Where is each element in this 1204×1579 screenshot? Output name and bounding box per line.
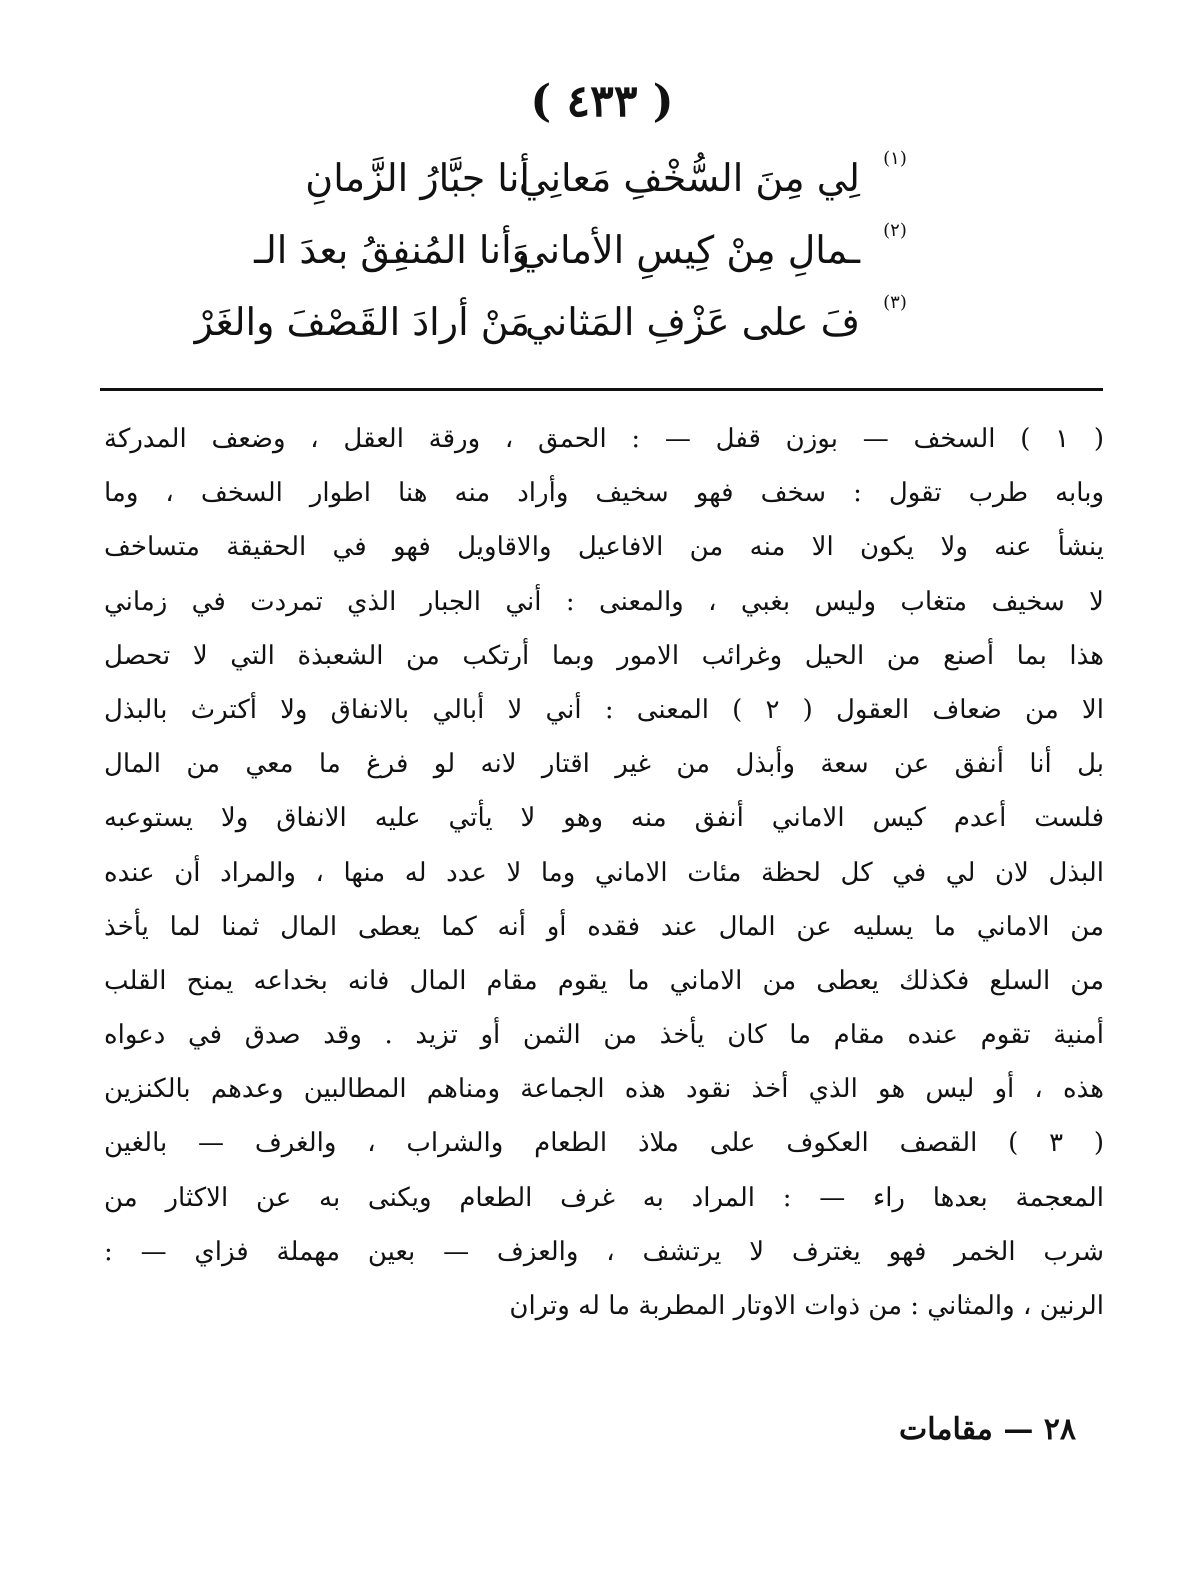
footnote-line: وبابه طرب تقول : سخف فهو سخيف وأراد منه هنا اطوار السخف ، وما	[104, 478, 1104, 509]
verse-second-hemistich: ـمالِ مِنْ كِيسِ الأماني	[517, 228, 860, 272]
verse-first-hemistich: وَأنا المُنفِقُ بعدَ الـ	[254, 228, 530, 272]
verse-second-hemistich: فَ على عَزْفِ المَثاني	[525, 300, 860, 344]
verse-second-hemistich: لِي مِنَ السُّخْفِ مَعانِي	[518, 156, 860, 200]
footnote-line: بل أنا أنفق عن سعة وأبذل من غير اقتار لانه لو فرغ ما معي من المال	[104, 749, 1104, 780]
footnote-line: ( ٣ ) القصف العكوف على ملاذ الطعام والشراب ، والغرف — بالغين	[104, 1128, 1104, 1159]
footnote-line: البذل لان لي في كل لحظة مئات الاماني وما لا عدد له منها ، والمراد أن عنده	[104, 857, 1104, 888]
signature-mark: ٢٨ — مقامات	[899, 1412, 1076, 1447]
poem-verses	[150, 142, 970, 358]
footnote-line: الرنين ، والمثاني : من ذوات الاوتار المطربة ما له وتران	[509, 1291, 1104, 1321]
footnote-line: المعجمة بعدها راء — : المراد به غرف الطعام ويكنى به عن الاكثار من	[104, 1182, 1104, 1213]
footnote-divider	[100, 388, 1103, 391]
verse-line	[150, 214, 970, 286]
footnotes	[104, 412, 1104, 1333]
footnote-line: فلست أعدم كيس الاماني أنفق منه وهو لا يأتي عليه الانفاق ولا يستوعبه	[104, 803, 1104, 834]
footnote-line: شرب الخمر فهو يغترف لا يرتشف ، والعزف — بعين مهملة فزاي — :	[104, 1236, 1104, 1267]
footnote-line: هذا بما أصنع من الحيل وغرائب الامور وبما أرتكب من الشعبذة التي لا تحصل	[104, 640, 1104, 671]
footnote-reference: (١)	[883, 148, 907, 169]
footnote-line: الا من ضعاف العقول ( ٢ ) المعنى : أني لا أبالي بالانفاق ولا أكترث بالبذل	[104, 694, 1104, 725]
footnote-line: لا سخيف متغاب وليس بغبي ، والمعنى : أني الجبار الذي تمردت في زماني	[104, 586, 1104, 617]
footnote-line: هذه ، أو ليس هو الذي أخذ نقود هذه الجماعة ومناهم المطالبين وعدهم بالكنزين	[104, 1074, 1104, 1105]
verse-first-hemistich: مَنْ أرادَ القَصْفَ والغَرْ	[194, 300, 530, 344]
footnote-line: من الاماني ما يسليه عن المال عند فقده أو أنه كما يعطى المال ثمنا لما يأخذ	[104, 911, 1104, 942]
footnote-reference: (٣)	[883, 292, 907, 313]
footnote-line: من السلع فكذلك يعطى من الاماني ما يقوم مقام المال فانه بخداعه يمنح القلب	[104, 965, 1104, 996]
verse-line	[150, 286, 970, 358]
verse-first-hemistich: أنا جبَّارُ الزَّمانِ	[305, 156, 530, 200]
footnote-reference: (٢)	[883, 220, 907, 241]
footnote-line: أمنية تقوم عنده مقام ما كان يأخذ من الثمن أو تزيد . وقد صدق في دعواه	[104, 1020, 1104, 1051]
footnote-line: ينشأ عنه ولا يكون الا منه من الافاعيل والاقاويل فهو في الحقيقة متساخف	[104, 532, 1104, 563]
page-number: ( ٤٣٣ )	[530, 76, 674, 127]
verse-line	[150, 142, 970, 214]
footnote-line: ( ١ ) السخف — بوزن قفل — : الحمق ، ورقة العقل ، وضعف المدركة	[104, 424, 1104, 454]
